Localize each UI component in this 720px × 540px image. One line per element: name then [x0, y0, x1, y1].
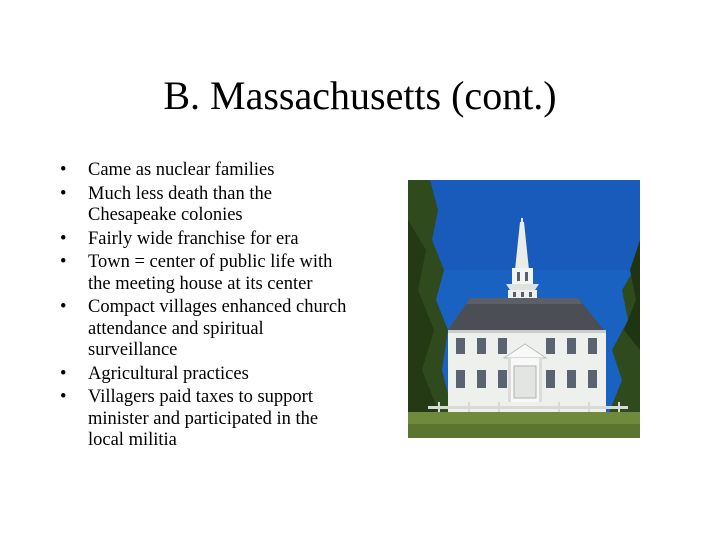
- bullet-text: Agricultural practices: [88, 363, 249, 384]
- photo-fence: [428, 406, 628, 409]
- bullet-dot: •: [60, 228, 67, 249]
- meeting-house-photo: [408, 180, 640, 438]
- bullet-text: Came as nuclear families: [88, 160, 275, 180]
- bullet-dot: •: [60, 387, 67, 407]
- bullet-item: [56, 229, 356, 251]
- bullet-text: Villagers paid taxes to support minister and participated in the local militia: [88, 387, 319, 450]
- bullet-dot: •: [60, 160, 67, 180]
- bullet-item: [56, 387, 356, 452]
- photo-belfry: [512, 268, 533, 284]
- bullet-dot: •: [60, 363, 67, 384]
- bullet-item: [56, 297, 356, 362]
- bullet-item: [56, 364, 356, 386]
- slide-title: B. Massachusetts (cont.): [163, 73, 557, 118]
- bullet-list: [56, 160, 356, 454]
- bullet-text: Fairly wide franchise for era: [88, 228, 299, 249]
- bullet-item: [56, 160, 356, 182]
- bullet-text: Much less death than the Chesapeake colonies: [88, 183, 272, 225]
- bullet-text: Town = center of public life with the meeting house at its center: [88, 252, 333, 294]
- bullet-dot: •: [60, 297, 67, 317]
- bullet-dot: •: [60, 252, 67, 272]
- bullet-item: [56, 184, 356, 227]
- bullet-text: Compact villages enhanced church attendance and spiritual surveillance: [88, 297, 347, 360]
- bullet-dot: •: [60, 183, 67, 204]
- bullet-item: [56, 252, 356, 295]
